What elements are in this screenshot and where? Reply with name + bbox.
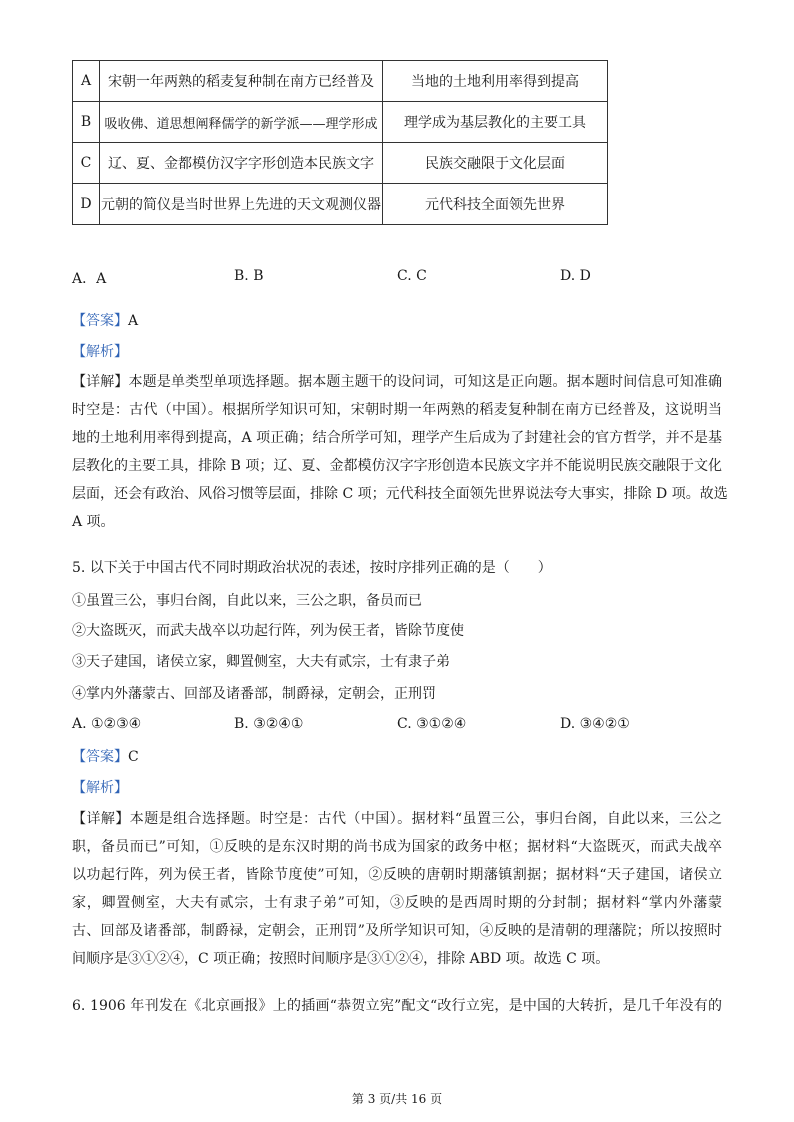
answer-tag: 【答案】: [72, 749, 128, 765]
q5-detail-line: 职，备员而已”可知，①反映的是东汉时期的尚书成为国家的政务中枢；据材料“大盗既灭，而武夫战卒: [72, 839, 722, 855]
table-row: [73, 61, 608, 102]
q5-item: ④掌内外藩蒙古、回部及诸番部，制爵禄，定朝会，正刑罚: [72, 686, 436, 702]
q4-detail-line: [72, 372, 722, 392]
choice-a: A．A: [72, 271, 107, 287]
q4-detail-line: A 项。: [72, 514, 115, 530]
choice-c: C. ③①②④: [397, 716, 467, 732]
choice-c: C. C: [397, 268, 427, 284]
q4-detail-line: 时空是：古代（中国）。根据所学知识可知，宋朝时期一年两熟的稻麦复种制在南方已经普及，这说明当: [72, 402, 722, 418]
row-material: 辽、夏、金都模仿汉字字形创造本民族文字: [100, 143, 383, 184]
answer-value: C: [128, 749, 139, 765]
row-conclusion: 元代科技全面领先世界: [383, 184, 608, 225]
row-material: 吸收佛、道思想阐释儒学的新学派——理学形成: [100, 102, 383, 143]
q5-stem: 5. 以下关于中国古代不同时期政治状况的表述，按时序排列正确的是（ ）: [72, 560, 552, 576]
q5-detail-line: 以功起行阵，列为侯王者，皆除节度使”可知，②反映的唐朝时期藩镇割据；据材料“天子建国，诸侯立: [72, 867, 722, 883]
q4-analysis-tag: [72, 342, 722, 362]
analysis-tag: 【解析】: [72, 780, 128, 796]
q5-detail-line: [72, 809, 722, 829]
q4-answer: [72, 311, 722, 331]
row-conclusion: 民族交融限于文化层面: [383, 143, 608, 184]
options-table: [72, 60, 608, 225]
table-row: [73, 102, 608, 143]
detail-text: 本题是组合选择题。时空是：古代（中国）。据材料“虽置三公，事归台阁，自此以来，三公之: [129, 811, 723, 827]
row-key: B: [73, 102, 100, 143]
row-conclusion: 当地的土地利用率得到提高: [383, 61, 608, 102]
q5-answer: [72, 747, 722, 767]
q5-detail-line: 家，卿置侧室，大夫有贰宗，士有隶子弟”可知，③反映的是西周时期的分封制；据材料“掌内外藩蒙: [72, 895, 722, 911]
detail-tag: 【详解】: [72, 374, 129, 390]
choice-d: D. D: [560, 268, 591, 284]
row-material: 元朝的简仪是当时世界上先进的天文观测仪器: [100, 184, 383, 225]
answer-value: A: [128, 313, 139, 329]
q4-detail-line: 层面，还会有政治、风俗习惯等层面，排除 C 项；元代科技全面领先世界说法夸大事实，排除 D 项。故选: [72, 486, 728, 502]
choice-d: D. ③④②①: [560, 716, 630, 732]
q5-item: ②大盗既灭，而武夫战卒以功起行阵，列为侯王者，皆除节度使: [72, 623, 464, 639]
choice-b: B. ③②④①: [234, 716, 304, 732]
row-material: 宋朝一年两熟的稻麦复种制在南方已经普及: [100, 61, 383, 102]
row-key: A: [73, 61, 100, 102]
row-key: C: [73, 143, 100, 184]
q4-detail-line: 层教化的主要工具，排除 B 项；辽、夏、金都模仿汉字字形创造本民族文字并不能说明民族交融限于文化: [72, 458, 722, 474]
q6-stem: 6. 1906 年刊发在《北京画报》上的插画“恭贺立宪”配文“改行立宪，是中国的大转折，是几千年没有的: [72, 998, 722, 1014]
answer-tag: 【答案】: [72, 313, 128, 329]
detail-tag: 【详解】: [72, 811, 130, 827]
page-footer: 第 3 页/共 16 页: [351, 1092, 443, 1106]
q5-analysis-tag: [72, 778, 722, 798]
row-key: D: [73, 184, 100, 225]
analysis-tag: 【解析】: [72, 344, 128, 360]
q5-detail-line: 古、回部及诸番部，制爵禄，定朝会，正刑罚”及所学知识可知，④反映的是清朝的理藩院；所以按照时: [72, 923, 722, 939]
choice-b: B. B: [234, 268, 264, 284]
q5-detail-line: 间顺序是③①②④，C 项正确；按照时间顺序是③①②④，排除 ABD 项。故选 C 项。: [72, 951, 610, 967]
q5-item: ①虽置三公，事归台阁，自此以来，三公之职，备员而已: [72, 593, 422, 609]
table-row: [73, 143, 608, 184]
row-conclusion: 理学成为基层教化的主要工具: [383, 102, 608, 143]
choice-a: A. ①②③④: [72, 716, 142, 732]
q5-item: ③天子建国，诸侯立家，卿置侧室，大夫有贰宗，士有隶子弟: [72, 654, 450, 670]
table-row: [73, 184, 608, 225]
q4-detail-line: 地的土地利用率得到提高，A 项正确；结合所学可知，理学产生后成为了封建社会的官方哲学，并不是基: [72, 430, 722, 446]
detail-text: 本题是单类型单项选择题。据本题主题干的设问词，可知这是正向题。据本题时间信息可知准确: [128, 374, 723, 390]
